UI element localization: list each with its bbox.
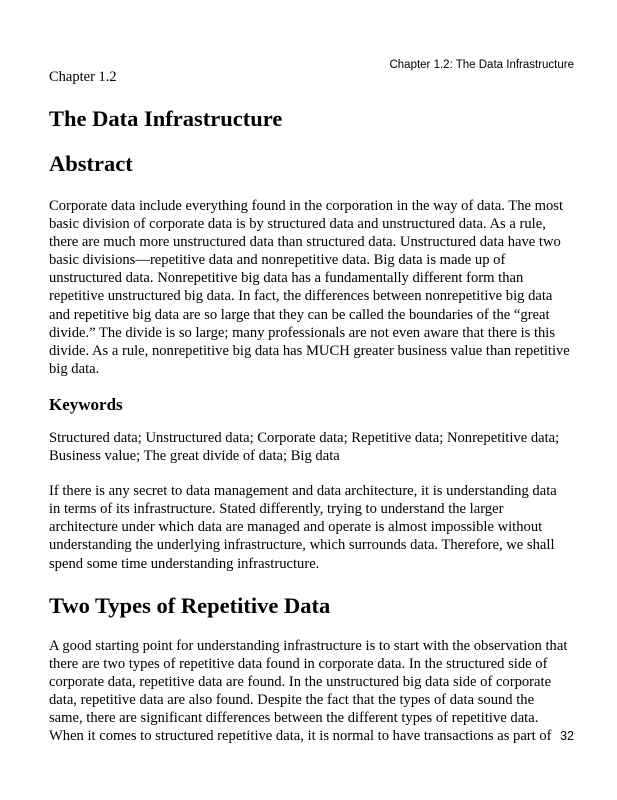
- text-line: spend some time understanding infrastructure.: [49, 555, 320, 572]
- text-line: big data.: [49, 360, 100, 377]
- text-line: in terms of its infrastructure. Stated differently, trying to understand the larger: [49, 501, 504, 518]
- text-line: A good starting point for understanding infrastructure is to start with the observation that: [49, 637, 568, 654]
- text-line: Corporate data include everything found in the corporation in the way of data. The most: [49, 198, 564, 214]
- text-line: Business value; The great divide of data; Big data: [49, 448, 340, 465]
- text-line: unstructured data. Nonrepetitive big data has a fundamentally different form than: [49, 270, 524, 287]
- text-line: understanding the underlying infrastructure, which surrounds data. Therefore, we shall: [49, 537, 555, 554]
- text-line: If there is any secret to data management and data architecture, it is understanding data: [49, 483, 557, 500]
- page-number: 32: [560, 729, 574, 743]
- text-line: there are much more unstructured data than structured data. Unstructured data have two: [49, 234, 561, 251]
- text-line: corporate data, repetitive data are found. In the unstructured big data side of corporate: [49, 673, 552, 690]
- text-line: same, there are significant differences between the different types of repetitive data.: [49, 709, 539, 726]
- text-line: there are two types of repetitive data found in corporate data. In the structured side of: [49, 655, 548, 672]
- text-line: basic division of corporate data is by structured data and unstructured data. As a rule,: [49, 216, 546, 233]
- text-line: basic divisions—repetitive data and nonrepetitive data. Big data is made up of: [49, 252, 506, 269]
- intro-paragraph: [49, 482, 574, 572]
- section-heading: Two Types of Repetitive Data: [49, 592, 331, 618]
- text-line: When it comes to structured repetitive data, it is normal to have transactions as part of: [49, 728, 552, 745]
- abstract-paragraph: [49, 197, 574, 378]
- text-line: architecture under which data are managed and operate is almost impossible without: [49, 519, 543, 536]
- running-header: Chapter 1.2: The Data Infrastructure: [389, 59, 574, 71]
- abstract-heading: Abstract: [49, 151, 133, 176]
- chapter-label: Chapter 1.2: [49, 69, 117, 85]
- text-line: repetitive unstructured big data. In fact, the differences between nonrepetitive big data: [49, 288, 553, 305]
- text-line: divide. As a rule, nonrepetitive big data has MUCH greater business value than repetitive: [49, 342, 570, 359]
- page-content: [49, 68, 574, 745]
- text-line: Structured data; Unstructured data; Corporate data; Repetitive data; Nonrepetitive data;: [49, 429, 560, 446]
- text-line: and repetitive big data are so large that they can be called the boundaries of the “great: [49, 306, 550, 323]
- text-line: data, repetitive data are also found. Despite the fact that the types of data sound the: [49, 691, 535, 708]
- text-line: divide.” The divide is so large; many professionals are not even aware that there is this: [49, 324, 556, 341]
- chapter-title: The Data Infrastructure: [49, 106, 283, 131]
- section-paragraph: [49, 637, 574, 746]
- keywords-list: [49, 429, 574, 465]
- keywords-heading: Keywords: [49, 394, 123, 414]
